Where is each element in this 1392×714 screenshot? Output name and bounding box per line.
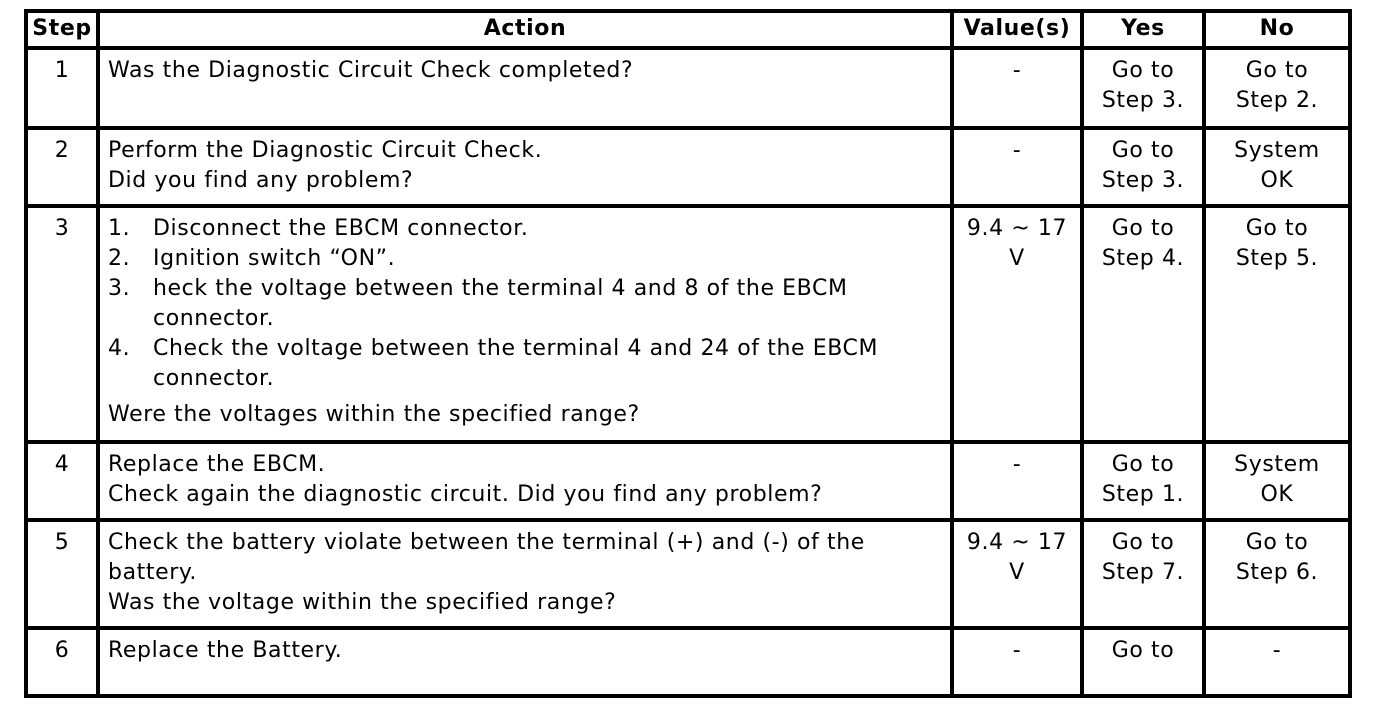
yes-cell bbox=[1082, 128, 1204, 206]
yes-line: Step 7. bbox=[1101, 560, 1185, 585]
yes-line: Go to bbox=[1111, 216, 1175, 241]
no-cell bbox=[1204, 520, 1350, 628]
header-action: Action bbox=[98, 11, 952, 48]
action-line: Check the battery violate between the terminal (+) and (-) of the bbox=[108, 530, 865, 555]
action-step-item bbox=[108, 274, 942, 334]
value-line: V bbox=[1009, 560, 1025, 585]
value-line: 9.4 ~ 17 bbox=[966, 216, 1068, 241]
header-row bbox=[26, 11, 1350, 48]
no-line: OK bbox=[1260, 482, 1294, 507]
action-cell bbox=[98, 628, 952, 696]
yes-line: Go to bbox=[1111, 58, 1175, 83]
no-line: System bbox=[1234, 452, 1320, 477]
yes-line: Go to bbox=[1111, 638, 1175, 663]
action-question: Were the voltages within the specified range? bbox=[108, 402, 640, 427]
yes-cell bbox=[1082, 206, 1204, 442]
value-cell bbox=[952, 206, 1082, 442]
action-line: Perform the Diagnostic Circuit Check. bbox=[108, 138, 543, 163]
step-number: 5 bbox=[26, 520, 98, 628]
table-row bbox=[26, 628, 1350, 696]
action-step-number: 2. bbox=[108, 246, 131, 271]
action-step-text: Check the voltage between the terminal 4 and 24 of the EBCM connector. bbox=[153, 336, 879, 391]
action-cell bbox=[98, 128, 952, 206]
action-line: Replace the Battery. bbox=[108, 638, 343, 663]
value-cell: - bbox=[952, 128, 1082, 206]
action-step-item bbox=[108, 214, 942, 244]
action-cell bbox=[98, 520, 952, 628]
no-line: System bbox=[1234, 138, 1320, 163]
step-number: 4 bbox=[26, 442, 98, 520]
action-step-text: Disconnect the EBCM connector. bbox=[153, 216, 529, 241]
yes-line: Go to bbox=[1111, 452, 1175, 477]
step-number: 6 bbox=[26, 628, 98, 696]
yes-line: Step 1. bbox=[1101, 482, 1185, 507]
no-line: Step 6. bbox=[1235, 560, 1319, 585]
action-step-number: 4. bbox=[108, 336, 131, 361]
table-row bbox=[26, 48, 1350, 128]
action-line: Did you find any problem? bbox=[108, 168, 414, 193]
value-line: 9.4 ~ 17 bbox=[966, 530, 1068, 555]
action-line: Check again the diagnostic circuit. Did you find any problem? bbox=[108, 482, 823, 507]
table-row bbox=[26, 128, 1350, 206]
no-cell bbox=[1204, 442, 1350, 520]
yes-cell bbox=[1082, 520, 1204, 628]
value-cell: - bbox=[952, 628, 1082, 696]
header-no: No bbox=[1204, 11, 1350, 48]
header-step: Step bbox=[26, 11, 98, 48]
action-cell bbox=[98, 48, 952, 128]
value-cell: - bbox=[952, 442, 1082, 520]
no-cell bbox=[1204, 128, 1350, 206]
no-line: Go to bbox=[1245, 216, 1309, 241]
action-line: Was the voltage within the specified range? bbox=[108, 590, 617, 615]
no-cell bbox=[1204, 206, 1350, 442]
yes-cell bbox=[1082, 628, 1204, 696]
action-step-text: heck the voltage between the terminal 4 and 8 of the EBCM connector. bbox=[153, 276, 848, 331]
action-cell bbox=[98, 442, 952, 520]
no-line: Step 5. bbox=[1235, 246, 1319, 271]
no-line: Go to bbox=[1245, 58, 1309, 83]
no-line: Go to bbox=[1245, 530, 1309, 555]
action-line: Was the Diagnostic Circuit Check completed? bbox=[108, 58, 634, 83]
action-step-item bbox=[108, 244, 942, 274]
value-cell: - bbox=[952, 48, 1082, 128]
action-line: battery. bbox=[108, 560, 197, 585]
yes-cell bbox=[1082, 442, 1204, 520]
action-line: Replace the EBCM. bbox=[108, 452, 326, 477]
header-yes: Yes bbox=[1082, 11, 1204, 48]
step-number: 3 bbox=[26, 206, 98, 442]
action-step-text: Ignition switch “ON”. bbox=[153, 246, 396, 271]
yes-line: Step 4. bbox=[1101, 246, 1185, 271]
no-cell: - bbox=[1204, 628, 1350, 696]
action-step-number: 1. bbox=[108, 216, 131, 241]
no-line: OK bbox=[1260, 168, 1294, 193]
table-row bbox=[26, 520, 1350, 628]
yes-line: Go to bbox=[1111, 138, 1175, 163]
value-cell bbox=[952, 520, 1082, 628]
step-number: 1 bbox=[26, 48, 98, 128]
diagnostic-table bbox=[24, 9, 1352, 698]
no-cell bbox=[1204, 48, 1350, 128]
step-number: 2 bbox=[26, 128, 98, 206]
action-step-item bbox=[108, 334, 942, 394]
action-cell bbox=[98, 206, 952, 442]
value-line: V bbox=[1009, 246, 1025, 271]
yes-line: Step 3. bbox=[1101, 88, 1185, 113]
table-row bbox=[26, 442, 1350, 520]
action-step-number: 3. bbox=[108, 276, 131, 301]
action-step-list bbox=[108, 214, 942, 394]
yes-line: Step 3. bbox=[1101, 168, 1185, 193]
header-values: Value(s) bbox=[952, 11, 1082, 48]
yes-line: Go to bbox=[1111, 530, 1175, 555]
table-row bbox=[26, 206, 1350, 442]
yes-cell bbox=[1082, 48, 1204, 128]
no-line: Step 2. bbox=[1235, 88, 1319, 113]
